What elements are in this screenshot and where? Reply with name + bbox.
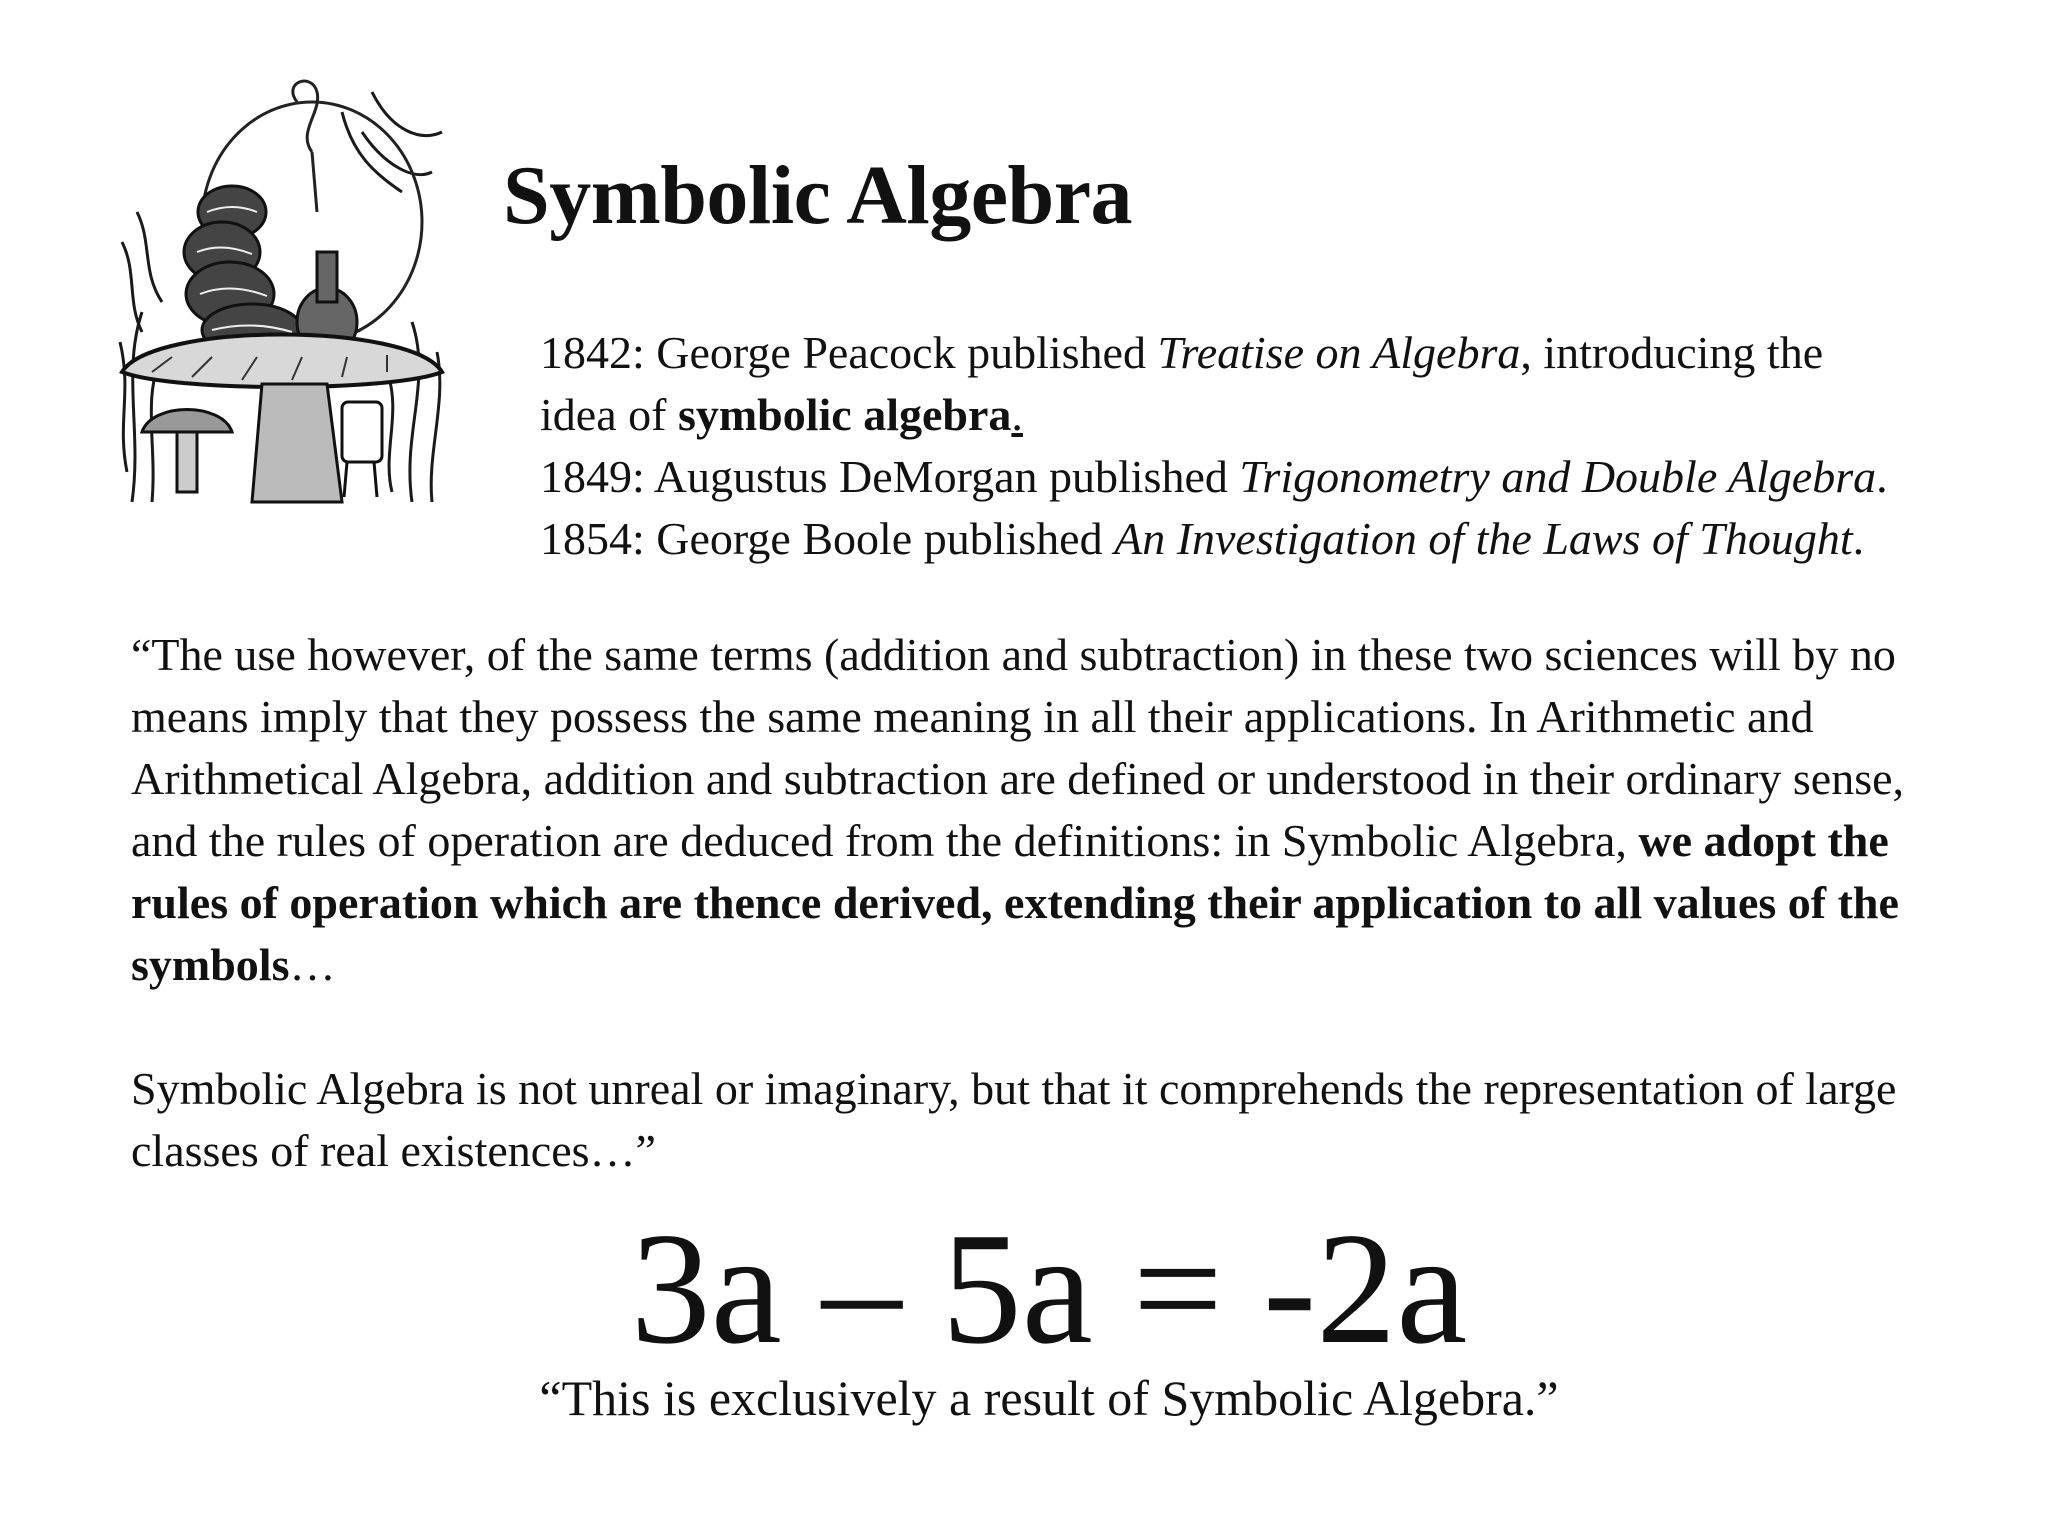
timeline-text: 1849: Augustus DeMorgan published (540, 451, 1240, 502)
quote-text: “The use however, of the same terms (addition and subtraction) in these two sciences will by no means imply that they possess the same meaning in all their applications. In Arithmetic and Arithmetical Algebra, addition and subtraction are defined or understood in their ordinary sense, and the rules of operation are deduced from the definitions: in Symbolic Algebra, (131, 629, 1905, 866)
quote-emphasis: we adopt the rules of operation which are thence derived, extending their application to all values of the symbols (131, 815, 1899, 990)
timeline-text: 1842: George Peacock published (540, 327, 1158, 378)
timeline-entry-1842 (540, 322, 2000, 384)
timeline-text: 1854: George Boole published (540, 513, 1115, 564)
quote-ellipsis: … (289, 939, 336, 990)
timeline-text: . (1852, 513, 1865, 564)
timeline-text: . (1876, 451, 1888, 502)
timeline-entry-1842-cont (540, 384, 2000, 446)
equation: 3a – 5a = -2a (630, 1199, 1468, 1377)
caterpillar-illustration-icon (112, 72, 452, 512)
quote-paragraph-2: Symbolic Algebra is not unreal or imaginary, but that it comprehends the representation of large classes of real existences…” (131, 1063, 1897, 1176)
equation-caption: “This is exclusively a result of Symbolic Algebra.” (539, 1370, 1559, 1426)
timeline-entry-1854 (540, 508, 2000, 570)
slide-title: Symbolic Algebra (503, 149, 1133, 242)
timeline-punctuation: . (1011, 389, 1023, 440)
timeline-text: , introducing the (1520, 327, 1824, 378)
book-title: An Investigation of the Laws of Thought (1114, 513, 1853, 564)
timeline-entry-1849 (540, 446, 2000, 508)
timeline-text: idea of (540, 389, 678, 440)
key-term: symbolic algebra (677, 389, 1012, 440)
timeline (540, 322, 2000, 570)
quote-paragraph-1 (131, 624, 1931, 996)
peacock-quote (131, 624, 1931, 1182)
book-title: Trigonometry and Double Algebra (1239, 451, 1877, 502)
book-title: Treatise on Algebra (1157, 327, 1521, 378)
